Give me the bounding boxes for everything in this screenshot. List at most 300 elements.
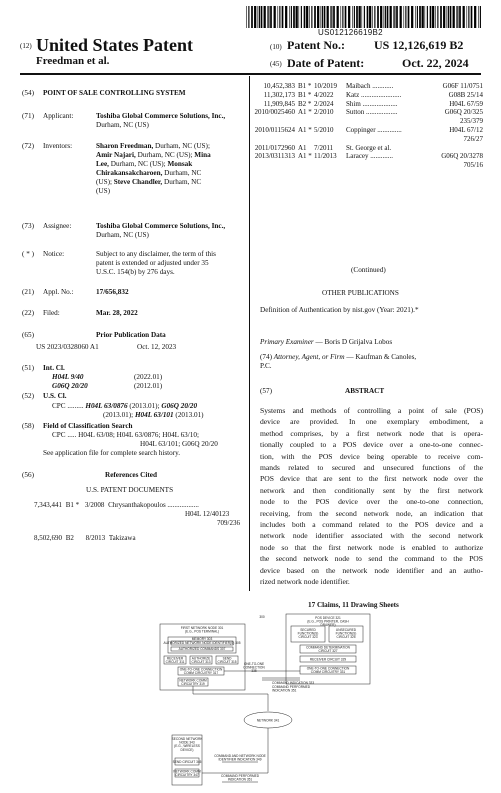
abstract-line: network node identifier associated with the second network xyxy=(260,531,483,541)
invention-title: POINT OF SALE CONTROLLING SYSTEM xyxy=(43,89,186,97)
ref-kind: B1 * xyxy=(65,501,80,509)
cpc-class: H04L 63/101 xyxy=(134,411,174,419)
barcode-bar xyxy=(282,6,284,28)
barcode-bar xyxy=(267,6,268,28)
barcode-bar xyxy=(380,6,382,28)
appl-number: 17/656,832 xyxy=(96,288,129,296)
link-label: 335 xyxy=(251,669,257,674)
barcode-bar xyxy=(289,6,290,28)
cmd-perf-label: COMMAND PERFORMED xyxy=(272,685,311,689)
notice-text xyxy=(96,250,246,277)
applicant-value xyxy=(96,112,246,130)
code-57: (57) xyxy=(260,387,272,395)
inventor-short: Freedman et al. xyxy=(36,55,110,67)
abstract-line: POS device that are sent to the first network node over the xyxy=(260,474,483,484)
cmd-ind-b-label: COMMAND AND NETWORK NODE xyxy=(214,754,266,758)
barcode-bar xyxy=(435,6,436,28)
ref-name: St. George et al. xyxy=(346,143,392,152)
ref-kind: A1 * xyxy=(298,126,312,134)
barcode-bar xyxy=(393,6,394,28)
barcode-bar xyxy=(440,6,442,28)
ref-date: 3/2008 xyxy=(84,501,105,509)
barcode-bar xyxy=(270,6,272,28)
intcl-version: (2022.01) xyxy=(134,373,163,381)
representative-figure xyxy=(150,612,400,788)
barcode-bar xyxy=(474,6,476,28)
refs-subheading: U.S. PATENT DOCUMENTS xyxy=(86,486,174,494)
uscl-line-1 xyxy=(52,402,197,411)
ref-entry xyxy=(34,501,199,510)
ref-number: 7,343,441 xyxy=(34,501,62,509)
cmd-det-label: COMMAND DETERMINATION xyxy=(306,645,350,650)
ref-number: 2011/0172960 xyxy=(254,143,295,152)
ref-name: Katz ....................... xyxy=(346,90,402,99)
barcode-bar xyxy=(369,6,371,28)
barcode-bar xyxy=(279,6,280,28)
applicant-name: Toshiba Global Commerce Solutions, Inc., xyxy=(96,112,226,120)
ref-class: H04L 12/40123 xyxy=(185,510,230,518)
barcode-bar xyxy=(251,6,253,28)
barcode-bar xyxy=(427,6,428,28)
barcode-bar xyxy=(478,6,479,28)
barcode-bar xyxy=(447,6,448,28)
notice-line: Subject to any disclaimer, the term of this xyxy=(96,250,216,258)
barcode-bar xyxy=(248,6,249,28)
inventor-location: Durham, NC xyxy=(164,169,202,177)
cpc-version: (2013.01); xyxy=(103,411,134,419)
ref-class: G06Q 20/3278 xyxy=(441,152,483,161)
ref-kind: B2 xyxy=(65,534,74,542)
figure-ref: 300 xyxy=(259,615,265,619)
secured-label: SECURED xyxy=(300,628,316,632)
link-label: CONNECTION xyxy=(243,665,265,670)
barcode-bar xyxy=(387,6,389,28)
barcode-bar xyxy=(359,6,361,28)
inventor-location: Durham, NC xyxy=(164,178,202,186)
abstract-line: tion, with the POS device being operable to receive com- xyxy=(260,451,483,461)
ref-date: 7/2011 xyxy=(314,143,334,152)
code-58: (58) xyxy=(22,422,34,430)
ref-class: 235/379 xyxy=(460,117,483,126)
barcode-bar xyxy=(411,6,413,28)
inventor-line xyxy=(96,187,246,196)
barcode-bar xyxy=(456,6,457,28)
barcode-bar xyxy=(432,6,434,28)
unsecured-label: UNSECURED xyxy=(335,628,357,632)
ref-date: 10/2019 xyxy=(314,82,337,90)
barcode-bar xyxy=(341,6,342,28)
ref-class: H04L 67/59 xyxy=(449,99,483,108)
inventor-location: Durham, NC (US); xyxy=(137,151,193,159)
barcode-bar xyxy=(390,6,392,28)
ref-class: 726/27 xyxy=(463,134,483,143)
inventor-location: (US); xyxy=(96,178,112,186)
ref-class: 709/236 xyxy=(217,519,240,527)
conn-a-label: ONE-TO-ONE CONNECTION xyxy=(179,667,223,672)
barcode xyxy=(246,6,482,28)
barcode-bar xyxy=(367,6,369,28)
refs-heading: References Cited xyxy=(105,471,157,479)
barcode-bar xyxy=(448,6,449,28)
ref-number: 10,452,383 xyxy=(263,82,295,90)
barcode-bar xyxy=(384,6,385,28)
ref-number: 2010/0115624 xyxy=(254,126,295,134)
intcl-label: Int. Cl. xyxy=(43,364,65,372)
field-line: CPC ..... H04L 63/08; H04L 63/0876; H04L 63/10; xyxy=(52,431,199,439)
ref-kind: A1 * xyxy=(298,108,312,117)
code-65: (65) xyxy=(22,331,34,339)
abstract-line: device based on the network node identifier and an autho- xyxy=(260,565,483,575)
barcode-bar xyxy=(404,6,405,28)
pos-label: DRAWER) xyxy=(320,623,336,628)
uscl-line-2 xyxy=(103,411,204,420)
inventor-location: Durham, NC (US); xyxy=(155,142,210,150)
second-node-label: (E.G., WIRELESS xyxy=(174,744,200,749)
barcode-bar xyxy=(400,6,402,28)
patent-number: US 12,126,619 B2 xyxy=(374,38,464,52)
cpc-version: (2013.01) xyxy=(175,411,204,419)
barcode-bar xyxy=(278,6,279,28)
barcode-bar xyxy=(331,6,332,28)
barcode-bar xyxy=(364,6,365,28)
authorize-label: AUTHORIZE xyxy=(191,656,211,661)
ref-entry xyxy=(34,534,136,543)
second-node-label: DEVICE) xyxy=(180,747,194,752)
ref-date: 2/2010 xyxy=(314,108,334,117)
barcode-bar xyxy=(327,6,329,28)
other-pub-heading: OTHER PUBLICATIONS xyxy=(322,289,399,297)
ref-name: Shim .................... xyxy=(346,99,398,108)
inventor-name: Monsak xyxy=(167,160,193,168)
barcode-bar xyxy=(309,6,310,28)
barcode-bar xyxy=(457,6,458,28)
barcode-bar xyxy=(304,6,306,28)
barcode-bar xyxy=(264,6,266,28)
barcode-bar xyxy=(385,6,386,28)
intcl-version: (2012.01) xyxy=(134,382,163,390)
ref-date: 4/2022 xyxy=(314,90,334,99)
inventors-list xyxy=(96,142,246,196)
ref-kind: B1 * xyxy=(298,82,312,90)
code-72: (72) xyxy=(22,142,34,150)
notice-line: U.S.C. 154(b) by 276 days. xyxy=(96,268,175,276)
code-22: (22) xyxy=(22,309,34,317)
prior-pub-number: US 2023/0328060 A1 xyxy=(36,343,99,351)
barcode-bar xyxy=(317,6,319,28)
barcode-bar xyxy=(321,6,322,28)
ref-kind: A1 xyxy=(298,143,307,152)
abstract-line: device are provided. In one exemplary embodiment, a xyxy=(260,417,483,427)
barcode-bar xyxy=(354,6,355,28)
assignee-label: Assignee: xyxy=(43,222,72,230)
barcode-bar xyxy=(422,6,424,28)
barcode-bar xyxy=(254,6,256,28)
abstract-body xyxy=(260,405,483,588)
barcode-bar xyxy=(437,6,438,28)
send-label: CIRCUIT 315 xyxy=(217,660,237,665)
ref-number: 11,302,173 xyxy=(263,90,295,99)
abstract-line: includes both a command related to the POS device and a xyxy=(260,520,483,530)
ref-name: Coppinger .............. xyxy=(346,126,402,134)
abstract-line: mands related to secured and unsecured functions of the xyxy=(260,463,483,473)
inventor-line xyxy=(96,169,246,178)
code-10: (10) xyxy=(270,43,282,51)
receiver-label: RECEIVER xyxy=(166,656,184,661)
ref-name: Chrysanthakopoulos .................. xyxy=(108,501,199,509)
barcode-bar xyxy=(443,6,445,28)
appl-label: Appl. No.: xyxy=(43,288,74,296)
barcode-bar xyxy=(362,6,363,28)
ref-number: 2013/0311313 xyxy=(254,152,295,161)
ref-name: Takizawa xyxy=(108,534,136,542)
abstract-line: the second network node to send the command to the POS xyxy=(260,554,483,564)
column-rule xyxy=(249,76,250,591)
secured-label: CIRCUIT 323 xyxy=(298,635,318,640)
filed-label: Filed: xyxy=(43,309,60,317)
cpc-version: (2013.01); xyxy=(129,402,160,410)
code-74: (74) xyxy=(260,353,272,361)
code-73: (73) xyxy=(22,222,34,230)
code-notice: ( * ) xyxy=(22,250,34,258)
inventor-name: Chirakansakcharoen, xyxy=(96,169,163,177)
ref-class: H04L 67/12 xyxy=(449,126,483,134)
attorney-line-2: P.C. xyxy=(260,362,272,370)
ref-date: 5/2010 xyxy=(314,126,334,134)
barcode-bar xyxy=(405,6,406,28)
attorney-line xyxy=(260,353,416,362)
ref-date: 8/2013 xyxy=(85,534,106,542)
code-51: (51) xyxy=(22,364,34,372)
abstract-line: method comprises, by a first network node that is opera- xyxy=(260,428,483,438)
unsecured-label: FUNCTION(S) xyxy=(335,631,357,636)
barcode-number: US012126619B2 xyxy=(318,28,383,37)
examiner-line xyxy=(260,338,392,347)
ref-kind: B2 * xyxy=(298,99,312,108)
ref-kind: B1 * xyxy=(298,90,312,99)
ref-date: 11/2013 xyxy=(314,152,337,161)
barcode-bar xyxy=(258,6,259,28)
barcode-bar xyxy=(408,6,410,28)
barcode-bar xyxy=(299,6,300,28)
network-label: NETWORK 341 xyxy=(256,718,280,723)
ref-class: 705/16 xyxy=(463,161,483,170)
ref-number: 8,502,690 xyxy=(34,534,62,542)
assignee-name: Toshiba Global Commerce Solutions, Inc., xyxy=(96,222,226,230)
ref-name: Sutton .................. xyxy=(346,108,398,117)
barcode-bar xyxy=(468,6,469,28)
net-comm-label: CIRCUITRY 319 xyxy=(181,682,205,687)
code-71: (71) xyxy=(22,112,34,120)
inventor-line xyxy=(96,142,246,151)
notice-label: Notice: xyxy=(43,250,65,258)
abstract-line: tionally coupled to a POS device over a one-to-one connec- xyxy=(260,440,483,450)
continued-label: (Continued) xyxy=(351,266,386,274)
barcode-bar xyxy=(293,6,295,28)
abstract-line: Systems and methods of controlling a point of sale (POS) xyxy=(260,406,483,415)
abstract-line: node to the POS device over the one-to-one connection, xyxy=(260,497,483,507)
barcode-bar xyxy=(301,6,302,28)
receiver-label: CIRCUIT 311 xyxy=(165,660,185,665)
link-label: ONE-TO-ONE xyxy=(243,662,265,666)
authorize-label: CIRCUIT 313 xyxy=(191,660,211,665)
cmd-ind-label: COMMAND INDICATION 333 xyxy=(272,681,315,685)
ref-number: 2010/0025460 xyxy=(254,108,295,117)
barcode-bar xyxy=(348,6,350,28)
ref-class: G06F 11/0751 xyxy=(442,82,483,90)
barcode-bar xyxy=(459,6,461,28)
attorney-label: Attorney, Agent, or Firm xyxy=(273,353,345,361)
inventor-name: Lee, xyxy=(96,160,109,168)
barcode-bar xyxy=(453,6,455,28)
barcode-bar xyxy=(417,6,418,28)
send-b-label: SEND CIRCUIT 345 xyxy=(172,760,202,764)
barcode-bar xyxy=(306,6,308,28)
net-comm-label: NETWORK COMM xyxy=(179,678,207,683)
barcode-bar xyxy=(450,6,452,28)
notice-line: patent is extended or adjusted under 35 xyxy=(96,259,209,267)
cpc-class: G06Q 20/20 xyxy=(161,402,198,410)
abstract-line: node so that the first network node is enabled to authorize xyxy=(260,542,483,552)
secured-label: FUNCTION(S) xyxy=(297,631,319,636)
barcode-bar xyxy=(480,6,481,28)
first-node-label: (E.G., POS TERMINAL) xyxy=(185,629,219,634)
pos-label: POS DEVICE 321 xyxy=(315,616,341,620)
barcode-bar xyxy=(261,6,263,28)
barcode-bar xyxy=(246,6,247,28)
send-label: SEND xyxy=(222,656,232,661)
memory-label: MEMORY 303 xyxy=(191,637,213,641)
barcode-bar xyxy=(268,6,269,28)
code-56: (56) xyxy=(22,471,34,479)
code-45: (45) xyxy=(270,60,282,68)
patent-no-label: Patent No.: xyxy=(287,38,345,52)
cmd-perf-label: INDICATION 351 xyxy=(272,688,297,693)
barcode-bar xyxy=(372,6,373,28)
barcode-bar xyxy=(419,6,421,28)
code-12: (12) xyxy=(20,42,32,50)
barcode-bar xyxy=(377,6,379,28)
second-node-label: NODE 343 xyxy=(179,740,195,745)
barcode-bar xyxy=(330,6,331,28)
ref-class: G06Q 20/325 xyxy=(444,108,483,117)
barcode-bar xyxy=(324,6,326,28)
barcode-bar xyxy=(314,6,316,28)
cmd-ind-b-label: IDENTIFIER INDICATION 349 xyxy=(218,757,262,762)
field-line: H04L 63/101; G06Q 20/20 xyxy=(140,440,218,448)
barcode-bar xyxy=(415,6,416,28)
inventor-name: Amir Najari, xyxy=(96,151,136,159)
inventor-location: (US) xyxy=(96,187,110,195)
abstract-line: rized network node identifier. xyxy=(260,577,350,587)
other-pub-entry: Definition of Authentication by nist.gov (Year: 2021).* xyxy=(260,306,419,314)
second-node-label: SECOND NETWORK xyxy=(171,737,203,741)
barcode-bar xyxy=(337,6,339,28)
barcode-bar xyxy=(296,6,298,28)
barcode-bar xyxy=(425,6,426,28)
inventor-line xyxy=(96,160,246,169)
code-21: (21) xyxy=(22,288,34,296)
barcode-bar xyxy=(471,6,473,28)
net-comm-b-label: CIRCUITRY 347 xyxy=(175,773,199,778)
barcode-bar xyxy=(463,6,465,28)
ref-name: Laracey ............. xyxy=(346,152,394,161)
prior-pub-date: Oct. 12, 2023 xyxy=(137,343,177,351)
patent-type-title: United States Patent xyxy=(36,35,193,55)
barcode-bar xyxy=(259,6,260,28)
inventors-label: Inventors: xyxy=(43,142,73,150)
field-line: See application file for complete search history. xyxy=(43,449,181,457)
ref-number: 11,909,845 xyxy=(263,99,295,108)
conn-a-label: COMM CIRCUITRY 317 xyxy=(183,671,219,676)
conn-b-label: COMM CIRCUITRY 331 xyxy=(310,670,346,675)
ref-class: G08B 25/14 xyxy=(448,90,483,99)
assignee-value xyxy=(96,222,246,240)
cpc-prefix: CPC ......... xyxy=(52,402,84,410)
header-rule xyxy=(20,73,481,75)
cmd-det-label: CIRCUIT 327 xyxy=(318,649,338,654)
barcode-bar xyxy=(285,6,287,28)
auth-cmds-label: AUTHORIZED COMMANDS 307 xyxy=(178,647,226,651)
barcode-bar xyxy=(291,6,292,28)
abstract-line: receiving, from the second network node, an indication that xyxy=(260,508,483,518)
examiner-name: — Boris D Grijalva Lobos xyxy=(315,338,393,346)
applicant-label: Applicant: xyxy=(43,112,74,120)
abstract-heading: ABSTRACT xyxy=(345,387,385,395)
assignee-location: Durham, NC (US) xyxy=(96,231,149,239)
unsecured-label: CIRCUIT 325 xyxy=(336,635,356,640)
inventor-location: Durham, NC (US); xyxy=(110,160,166,168)
barcode-bar xyxy=(394,6,395,28)
ref-name: Maibach ............ xyxy=(346,82,394,90)
cmd-perf-b-label: COMMAND PERFORMED xyxy=(220,774,260,778)
first-node-label: FIRST NETWORK NODE 301 xyxy=(180,626,224,630)
claims-summary: 17 Claims, 11 Drawing Sheets xyxy=(308,601,399,609)
examiner-label: Primary Examiner xyxy=(260,338,314,346)
barcode-bar xyxy=(430,6,432,28)
pos-label: (E.G., POS PRINTER, CASH xyxy=(307,619,349,624)
code-54: (54) xyxy=(22,89,34,97)
intcl-class: H04L 9/40 xyxy=(52,373,84,381)
barcode-bar xyxy=(333,6,335,28)
date-label: Date of Patent: xyxy=(287,56,365,70)
abstract-line: network and then conditionally sent by the first network xyxy=(260,485,483,495)
ref-date: 2/2024 xyxy=(314,99,334,108)
cmd-perf-b-label: INDICATION 351 xyxy=(227,777,253,782)
patent-date: Oct. 22, 2024 xyxy=(402,56,469,70)
ref-kind: A1 * xyxy=(298,152,312,161)
barcode-bar xyxy=(342,6,343,28)
barcode-bar xyxy=(374,6,375,28)
auth-ids-label: AUTHORIZED NETWORK NODE IDENTIFIER(S) 305 xyxy=(163,641,241,645)
barcode-bar xyxy=(311,6,312,28)
barcode-bar xyxy=(356,6,358,28)
inventor-line xyxy=(96,151,246,160)
field-label: Field of Classification Search xyxy=(43,422,133,430)
pos-receiver-label: RECEIVER CIRCUIT 329 xyxy=(309,657,347,662)
inventor-line xyxy=(96,178,246,187)
inventor-name: Steve Chandler, xyxy=(113,178,163,186)
barcode-bar xyxy=(352,6,353,28)
filed-date: Mar. 28, 2022 xyxy=(96,309,138,317)
barcode-bar xyxy=(345,6,347,28)
barcode-bar xyxy=(396,6,398,28)
code-52: (52) xyxy=(22,392,34,400)
barcode-bar xyxy=(274,6,276,28)
inventor-name: Sharon Freedman, xyxy=(96,142,154,150)
prior-pub-heading: Prior Publication Data xyxy=(96,331,166,339)
applicant-location: Durham, NC (US) xyxy=(96,121,149,129)
barcode-bar xyxy=(322,6,323,28)
